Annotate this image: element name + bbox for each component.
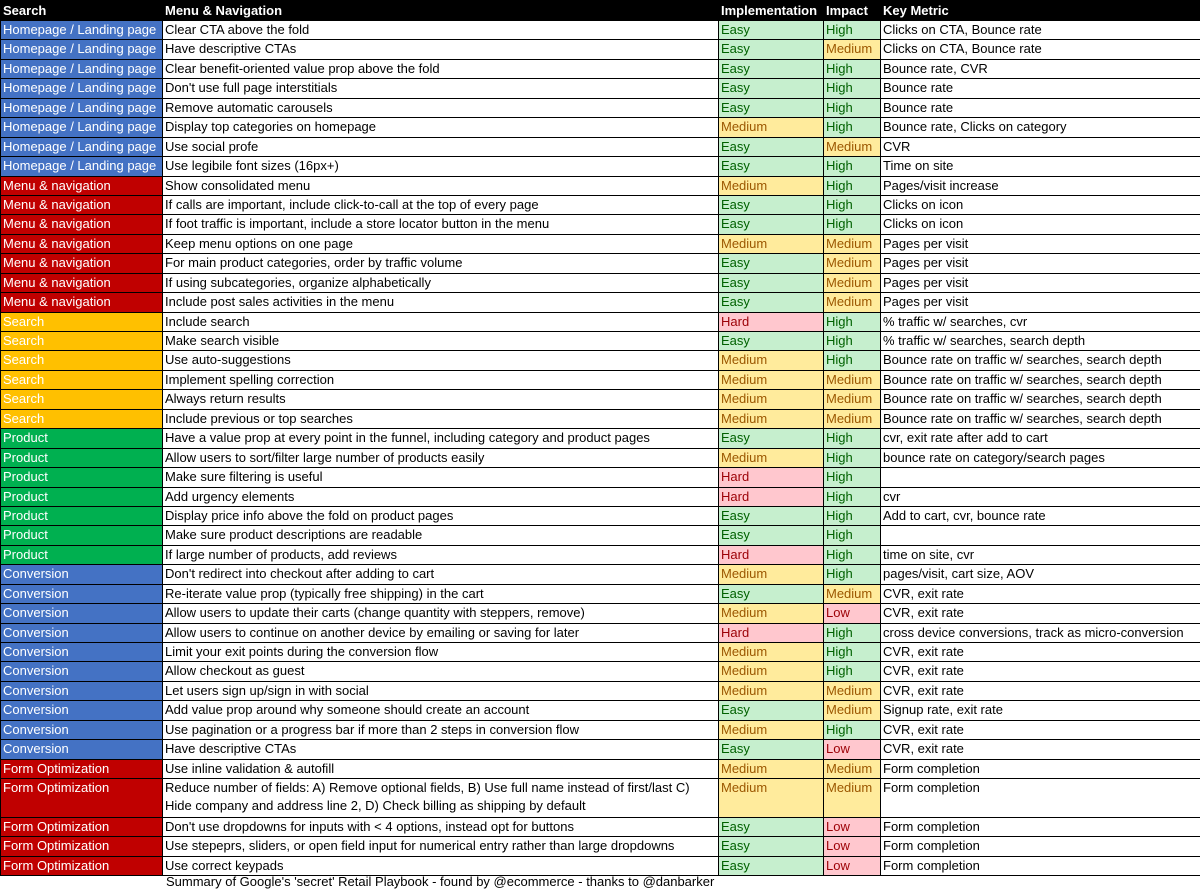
cell-category: Homepage / Landing page [1,79,163,98]
cell-category: Conversion [1,623,163,642]
cell-action: Clear CTA above the fold [163,21,719,40]
table-row [1,429,1200,448]
table-row [1,351,1200,370]
cell-metric: Clicks on CTA, Bounce rate [881,40,1200,59]
cell-impact: Medium [824,273,881,292]
cell-impact: High [824,312,881,331]
cell-impact: High [824,429,881,448]
cell-impact: High [824,643,881,662]
cell-category: Form Optimization [1,817,163,836]
cell-category: Product [1,545,163,564]
cell-category: Menu & navigation [1,215,163,234]
cell-category: Conversion [1,720,163,739]
cell-impact: Medium [824,234,881,253]
cell-metric: Bounce rate, CVR [881,59,1200,78]
cell-metric: Form completion [881,837,1200,856]
header-metric: Key Metric [881,1,1200,21]
cell-category: Search [1,312,163,331]
cell-action: Don't use full page interstitials [163,79,719,98]
cell-impact: High [824,79,881,98]
header-implementation: Implementation [719,1,824,21]
cell-implementation: Medium [719,118,824,137]
cell-action: Use stepeprs, sliders, or open field input for numerical entry rather than large dropdowns [163,837,719,856]
cell-implementation: Easy [719,332,824,351]
table-row [1,623,1200,642]
cell-action: Have descriptive CTAs [163,40,719,59]
cell-category: Search [1,351,163,370]
cell-implementation: Medium [719,565,824,584]
table-row [1,837,1200,856]
cell-implementation: Hard [719,468,824,487]
cell-impact: High [824,448,881,467]
cell-action: Clear benefit-oriented value prop above the fold [163,59,719,78]
table-row [1,234,1200,253]
cell-metric: cvr, exit rate after add to cart [881,429,1200,448]
cell-action: Display top categories on homepage [163,118,719,137]
cell-implementation: Easy [719,293,824,312]
cell-impact: Low [824,837,881,856]
cell-metric: Bounce rate, Clicks on category [881,118,1200,137]
table-row [1,643,1200,662]
table-row [1,195,1200,214]
cell-implementation: Medium [719,759,824,778]
cell-action: Make sure product descriptions are readable [163,526,719,545]
table-row [1,79,1200,98]
cell-implementation: Easy [719,273,824,292]
cell-impact: Medium [824,40,881,59]
cell-metric: Clicks on CTA, Bounce rate [881,21,1200,40]
header-category: Search [1,1,163,21]
cell-action: Use legibile font sizes (16px+) [163,157,719,176]
cell-action: Use correct keypads [163,856,719,875]
footnote: Summary of Google's 'secret' Retail Playbook - found by @ecommerce - thanks to @danbarker [166,874,715,889]
table-row [1,448,1200,467]
cell-category: Form Optimization [1,837,163,856]
cell-action: Make search visible [163,332,719,351]
cell-action: Use inline validation & autofill [163,759,719,778]
cell-category: Conversion [1,701,163,720]
table-row [1,662,1200,681]
cell-impact: High [824,526,881,545]
cell-impact: High [824,351,881,370]
cell-action: Add urgency elements [163,487,719,506]
cell-category: Menu & navigation [1,254,163,273]
cell-category: Homepage / Landing page [1,157,163,176]
cell-category: Homepage / Landing page [1,40,163,59]
cell-action: Don't redirect into checkout after adding to cart [163,565,719,584]
table-row [1,565,1200,584]
cell-category: Homepage / Landing page [1,137,163,156]
cell-impact: Low [824,604,881,623]
cell-category: Product [1,429,163,448]
cell-action: Re-iterate value prop (typically free shipping) in the cart [163,584,719,603]
cell-impact: Medium [824,370,881,389]
cell-action: Remove automatic carousels [163,98,719,117]
cell-action: Include search [163,312,719,331]
table-row [1,137,1200,156]
cell-metric: CVR, exit rate [881,643,1200,662]
cell-action: Add value prop around why someone should create an account [163,701,719,720]
cell-impact: High [824,176,881,195]
cell-implementation: Medium [719,643,824,662]
cell-metric: CVR, exit rate [881,681,1200,700]
table-row [1,779,1200,818]
cell-action: Have a value prop at every point in the funnel, including category and product pages [163,429,719,448]
cell-action: Include post sales activities in the menu [163,293,719,312]
table-row [1,370,1200,389]
cell-category: Product [1,468,163,487]
cell-implementation: Easy [719,837,824,856]
cell-action: Keep menu options on one page [163,234,719,253]
cell-action: Use auto-suggestions [163,351,719,370]
table-row [1,332,1200,351]
cell-metric: cvr [881,487,1200,506]
cell-impact: Medium [824,779,881,818]
cell-category: Conversion [1,681,163,700]
cell-implementation: Easy [719,137,824,156]
cell-impact: Low [824,817,881,836]
cell-metric: Bounce rate [881,79,1200,98]
cell-metric: Pages per visit [881,293,1200,312]
cell-metric: Time on site [881,157,1200,176]
cell-implementation: Easy [719,584,824,603]
cell-implementation: Medium [719,681,824,700]
cell-metric: Clicks on icon [881,215,1200,234]
cell-implementation: Medium [719,351,824,370]
cell-implementation: Easy [719,21,824,40]
cell-metric: Add to cart, cvr, bounce rate [881,506,1200,525]
cell-implementation: Easy [719,215,824,234]
cell-implementation: Hard [719,623,824,642]
cell-category: Product [1,448,163,467]
table-row [1,390,1200,409]
cell-action: Use social profe [163,137,719,156]
cell-metric: Pages per visit [881,234,1200,253]
cell-action: Reduce number of fields: A) Remove optional fields, B) Use full name instead of first/last C) Hide company and address line 2, D) Check billing as shipping by default [163,779,719,818]
cell-implementation: Medium [719,779,824,818]
cell-metric: Pages per visit [881,273,1200,292]
table-row [1,176,1200,195]
cell-category: Homepage / Landing page [1,21,163,40]
cell-category: Menu & navigation [1,234,163,253]
cell-impact: Medium [824,254,881,273]
cell-impact: High [824,98,881,117]
cell-impact: High [824,720,881,739]
table-row [1,98,1200,117]
header-action: Menu & Navigation [163,1,719,21]
cell-implementation: Easy [719,157,824,176]
cell-implementation: Easy [719,429,824,448]
cell-implementation: Easy [719,40,824,59]
cell-implementation: Easy [719,59,824,78]
cell-metric: Bounce rate on traffic w/ searches, search depth [881,390,1200,409]
header-impact: Impact [824,1,881,21]
cell-metric: CVR, exit rate [881,720,1200,739]
cell-impact: High [824,21,881,40]
cell-category: Product [1,487,163,506]
cell-category: Conversion [1,740,163,759]
table-row [1,604,1200,623]
cell-metric: CVR, exit rate [881,662,1200,681]
cell-impact: High [824,545,881,564]
header-row [1,1,1200,21]
cell-metric: Bounce rate on traffic w/ searches, search depth [881,351,1200,370]
table-row [1,273,1200,292]
cell-metric: Bounce rate on traffic w/ searches, search depth [881,370,1200,389]
cell-impact: Medium [824,390,881,409]
cell-category: Search [1,332,163,351]
cell-category: Menu & navigation [1,176,163,195]
table-row [1,312,1200,331]
cell-implementation: Easy [719,195,824,214]
cell-impact: High [824,662,881,681]
cell-action: Show consolidated menu [163,176,719,195]
cell-implementation: Medium [719,390,824,409]
table-row [1,409,1200,428]
cell-category: Menu & navigation [1,273,163,292]
cell-impact: High [824,332,881,351]
cell-metric: cross device conversions, track as micro-conversion [881,623,1200,642]
cell-action: Always return results [163,390,719,409]
cell-metric: CVR [881,137,1200,156]
table-row [1,817,1200,836]
cell-impact: High [824,59,881,78]
cell-metric: Pages/visit increase [881,176,1200,195]
cell-metric: Form completion [881,817,1200,836]
cell-action: Don't use dropdowns for inputs with < 4 options, instead opt for buttons [163,817,719,836]
cell-implementation: Medium [719,370,824,389]
cell-metric [881,468,1200,487]
table-row [1,487,1200,506]
cell-implementation: Hard [719,545,824,564]
cell-action: Implement spelling correction [163,370,719,389]
cell-implementation: Easy [719,79,824,98]
cell-impact: Medium [824,409,881,428]
cell-category: Search [1,370,163,389]
cell-category: Homepage / Landing page [1,118,163,137]
cell-category: Conversion [1,662,163,681]
table-body [1,21,1200,876]
cell-action: If calls are important, include click-to-call at the top of every page [163,195,719,214]
cell-category: Product [1,506,163,525]
cell-implementation: Medium [719,604,824,623]
cell-category: Form Optimization [1,759,163,778]
cell-impact: Medium [824,759,881,778]
cell-implementation: Easy [719,817,824,836]
table-row [1,118,1200,137]
cell-metric: CVR, exit rate [881,740,1200,759]
cell-category: Conversion [1,565,163,584]
cell-impact: High [824,195,881,214]
cell-action: Make sure filtering is useful [163,468,719,487]
cell-category: Conversion [1,604,163,623]
cell-impact: High [824,623,881,642]
table-row [1,681,1200,700]
cell-implementation: Hard [719,312,824,331]
cell-impact: Low [824,856,881,875]
cell-metric: Signup rate, exit rate [881,701,1200,720]
cell-action: Let users sign up/sign in with social [163,681,719,700]
table-row [1,720,1200,739]
cell-metric [881,526,1200,545]
cell-action: Allow users to update their carts (change quantity with steppers, remove) [163,604,719,623]
table-row [1,157,1200,176]
cell-action: Limit your exit points during the conversion flow [163,643,719,662]
cell-metric: Bounce rate [881,98,1200,117]
cell-action: For main product categories, order by traffic volume [163,254,719,273]
cell-implementation: Easy [719,98,824,117]
cell-metric: % traffic w/ searches, cvr [881,312,1200,331]
cell-category: Conversion [1,584,163,603]
cell-impact: High [824,487,881,506]
table-row [1,584,1200,603]
cell-category: Search [1,390,163,409]
cell-category: Product [1,526,163,545]
cell-implementation: Easy [719,254,824,273]
cell-category: Form Optimization [1,856,163,875]
cell-impact: Medium [824,584,881,603]
cell-impact: Low [824,740,881,759]
cell-impact: Medium [824,293,881,312]
cell-implementation: Easy [719,740,824,759]
cell-action: If foot traffic is important, include a store locator button in the menu [163,215,719,234]
cell-category: Menu & navigation [1,293,163,312]
cell-metric: CVR, exit rate [881,604,1200,623]
cell-category: Conversion [1,643,163,662]
cell-metric: Form completion [881,779,1200,818]
cell-metric: Bounce rate on traffic w/ searches, search depth [881,409,1200,428]
cell-metric: Pages per visit [881,254,1200,273]
cell-metric: Clicks on icon [881,195,1200,214]
cell-category: Homepage / Landing page [1,98,163,117]
cell-action: If large number of products, add reviews [163,545,719,564]
cell-action: Use pagination or a progress bar if more than 2 steps in conversion flow [163,720,719,739]
cell-action: Display price info above the fold on product pages [163,506,719,525]
cell-impact: High [824,215,881,234]
cell-metric: % traffic w/ searches, search depth [881,332,1200,351]
cell-impact: High [824,506,881,525]
cell-implementation: Medium [719,234,824,253]
cell-metric: Form completion [881,759,1200,778]
cell-impact: High [824,565,881,584]
cell-implementation: Hard [719,487,824,506]
cell-implementation: Medium [719,662,824,681]
table-row [1,856,1200,875]
table-row [1,215,1200,234]
table-row [1,293,1200,312]
cell-implementation: Medium [719,720,824,739]
cell-implementation: Easy [719,506,824,525]
cell-metric: pages/visit, cart size, AOV [881,565,1200,584]
table-row [1,40,1200,59]
table-row [1,254,1200,273]
cell-action: If using subcategories, organize alphabetically [163,273,719,292]
cell-metric: bounce rate on category/search pages [881,448,1200,467]
cell-category: Homepage / Landing page [1,59,163,78]
cell-impact: High [824,157,881,176]
table-row [1,701,1200,720]
cell-implementation: Medium [719,448,824,467]
table-row [1,21,1200,40]
cell-impact: High [824,468,881,487]
cell-action: Allow users to sort/filter large number of products easily [163,448,719,467]
cell-implementation: Medium [719,176,824,195]
cell-impact: Medium [824,137,881,156]
table-row [1,740,1200,759]
table-row [1,759,1200,778]
cell-action: Have descriptive CTAs [163,740,719,759]
table-row [1,468,1200,487]
cell-implementation: Easy [719,526,824,545]
cell-metric: CVR, exit rate [881,584,1200,603]
cell-impact: High [824,118,881,137]
cell-category: Form Optimization [1,779,163,818]
cell-impact: Medium [824,701,881,720]
cell-implementation: Medium [719,409,824,428]
cell-category: Search [1,409,163,428]
cell-metric: Form completion [881,856,1200,875]
table-row [1,526,1200,545]
cell-action: Allow users to continue on another device by emailing or saving for later [163,623,719,642]
cell-category: Menu & navigation [1,195,163,214]
cell-action: Allow checkout as guest [163,662,719,681]
cell-implementation: Easy [719,856,824,875]
cell-action: Include previous or top searches [163,409,719,428]
cell-metric: time on site, cvr [881,545,1200,564]
cell-impact: Medium [824,681,881,700]
table-row [1,59,1200,78]
table-row [1,545,1200,564]
cell-implementation: Easy [719,701,824,720]
table-row [1,506,1200,525]
